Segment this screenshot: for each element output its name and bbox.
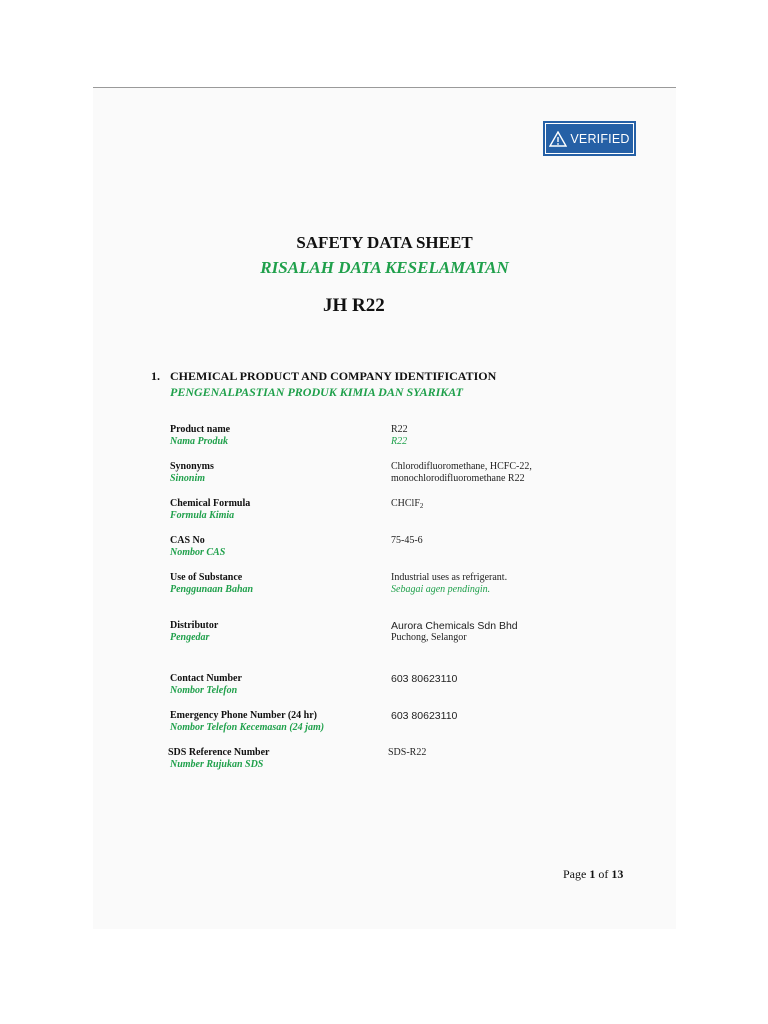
field-label-malay: Penggunaan Bahan	[170, 584, 254, 595]
section-heading: CHEMICAL PRODUCT AND COMPANY IDENTIFICATION	[170, 369, 497, 383]
field-sds-reference	[93, 747, 676, 787]
field-cas-no	[93, 535, 676, 575]
field-value: 603 80623110	[391, 710, 458, 722]
field-value-line2: Puchong, Selangor	[391, 632, 467, 643]
field-label-malay: Sinonim	[170, 473, 206, 484]
field-value: Aurora Chemicals Sdn Bhd	[391, 620, 518, 632]
field-product-name	[93, 424, 676, 464]
field-synonyms	[93, 461, 676, 501]
field-label: Use of Substance	[170, 572, 243, 583]
document-title: SAFETY DATA SHEET	[296, 233, 473, 252]
field-label-malay: Pengedar	[170, 632, 210, 643]
field-value: R22	[391, 424, 408, 435]
field-value: Industrial uses as refrigerant.	[391, 572, 508, 583]
pager-prefix: Page	[563, 867, 587, 881]
top-divider	[93, 87, 676, 88]
product-code: JH R22	[323, 295, 385, 316]
pager-current: 1	[589, 867, 596, 881]
pager-of: of	[598, 867, 609, 881]
field-label: Distributor	[170, 620, 219, 631]
field-value: 603 80623110	[391, 673, 458, 685]
field-value-malay: Sebagai agen pendingin.	[391, 584, 491, 595]
field-label-malay: Nombor Telefon Kecemasan (24 jam)	[170, 722, 325, 733]
verified-badge	[543, 121, 636, 156]
section-heading-malay: PENGENALPASTIAN PRODUK KIMIA DAN SYARIKAT	[170, 385, 463, 399]
field-label: SDS Reference Number	[168, 747, 270, 758]
formula-base: CHClF	[391, 498, 420, 509]
field-value: SDS-R22	[388, 747, 427, 758]
field-distributor	[93, 620, 676, 660]
field-label: Synonyms	[170, 461, 214, 472]
field-value	[391, 498, 423, 512]
field-label: Product name	[170, 424, 231, 435]
field-value: 75-45-6	[391, 535, 423, 546]
field-contact-number	[93, 673, 676, 713]
document-page	[93, 87, 676, 929]
warning-triangle-icon	[549, 131, 567, 147]
field-label-malay: Nama Produk	[170, 436, 229, 447]
document-title-malay: RISALAH DATA KESELAMATAN	[260, 258, 509, 277]
field-label: Contact Number	[170, 673, 242, 684]
field-label-malay: Nombor CAS	[170, 547, 226, 558]
field-label-malay: Nombor Telefon	[170, 685, 238, 696]
field-value-line2: monochlorodifluoromethane R22	[391, 473, 525, 484]
field-value: Chlorodifluoromethane, HCFC-22,	[391, 461, 532, 472]
field-emergency-phone	[93, 710, 676, 750]
field-chemical-formula	[93, 498, 676, 538]
field-label-malay: Formula Kimia	[170, 510, 235, 521]
formula-subscript: 2	[419, 502, 424, 510]
field-label: Emergency Phone Number (24 hr)	[170, 710, 318, 721]
section-number: 1.	[151, 369, 160, 383]
field-label: Chemical Formula	[170, 498, 251, 509]
field-label: CAS No	[170, 535, 205, 546]
field-label-malay: Number Rujukan SDS	[170, 759, 264, 770]
pager-total: 13	[611, 867, 624, 881]
field-value-malay: R22	[391, 436, 408, 447]
verified-label: VERIFIED	[570, 131, 630, 146]
page-indicator	[563, 867, 623, 882]
field-use-of-substance	[93, 572, 676, 612]
